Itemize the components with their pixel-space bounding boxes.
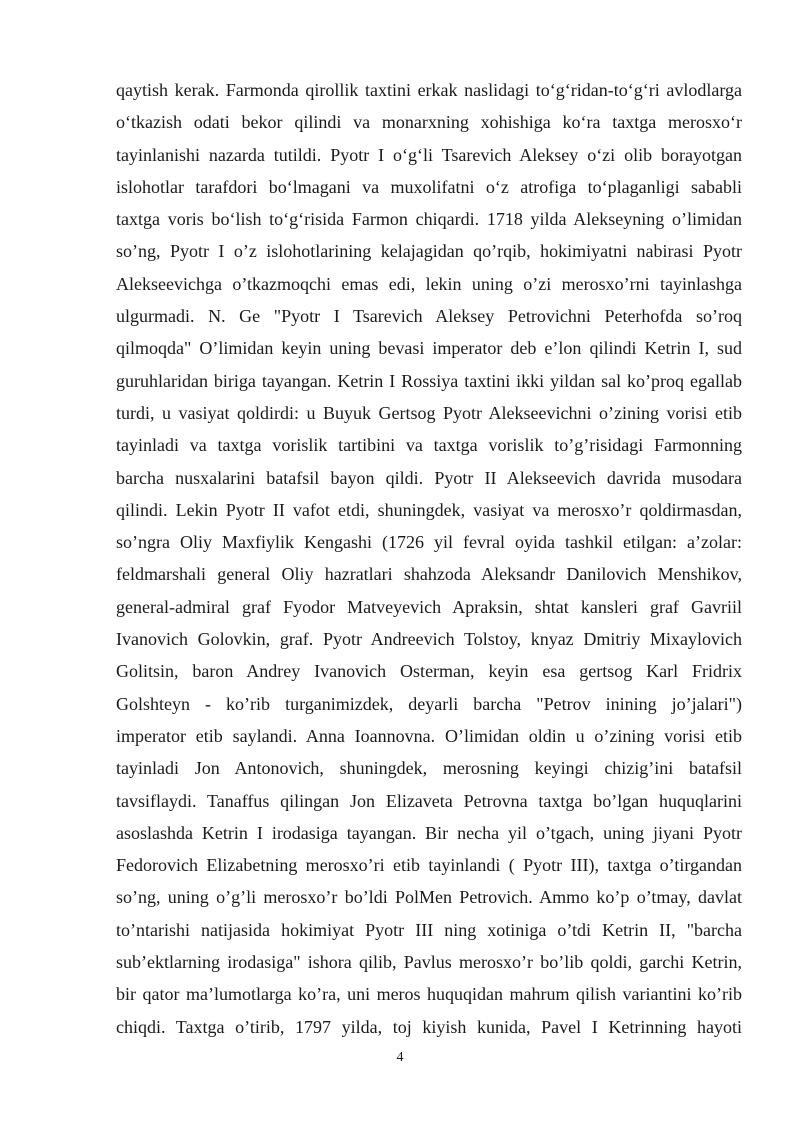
text-line: tayinlanishi nazarda tutildi. Pyotr I o‘g‘li Tsarevich Aleksey o‘zi olib borayotgan — [116, 144, 742, 165]
text-line: Alekseevichga o’tkazmoqchi emas edi, lekin uning o’zi merosxo’rni tayinlashga — [116, 273, 742, 294]
text-line: barcha nusxalarini batafsil bayon qildi. Pyotr II Alekseevich davrida musodara — [116, 467, 742, 488]
text-line: o‘tkazish odati bekor qilindi va monarxning xohishiga ko‘ra taxtga merosxo‘r — [116, 112, 742, 133]
text-line: feldmarshali general Oliy hazratlari shahzoda Aleksandr Danilovich Menshikov, — [116, 564, 742, 585]
text-line: Golitsin, baron Andrey Ivanovich Osterman, keyin esa gertsog Karl Fridrix — [116, 661, 742, 682]
text-line: guruhlaridan biriga tayangan. Ketrin I Rossiya taxtini ikki yildan sal ko’proq egallab — [116, 370, 742, 391]
text-line: qilindi. Lekin Pyotr II vafot etdi, shuningdek, vasiyat va merosxo’r qoldirmasdan, — [116, 499, 742, 520]
text-line: Golshteyn - ko’rib turganimizdek, deyarli barcha "Petrov inining jo’jalari") — [116, 693, 742, 714]
text-line: chiqdi. Taxtga o’tirib, 1797 yilda, toj kiyish kunida, Pavel I Ketrinning hayoti — [116, 1016, 742, 1037]
text-line: turdi, u vasiyat qoldirdi: u Buyuk Gertsog Pyotr Alekseevichni o’zining vorisi etib — [116, 402, 742, 423]
text-line: so’ngra Oliy Maxfiylik Kengashi (1726 yil fevral oyida tashkil etilgan: a’zolar: — [116, 532, 742, 553]
body-text — [116, 74, 742, 1043]
text-line: asoslashda Ketrin I irodasiga tayangan. Bir necha yil o’tgach, uning jiyani Pyotr — [116, 822, 742, 843]
text-line: tavsiflaydi. Tanaffus qilingan Jon Elizaveta Petrovna taxtga bo’lgan huquqlarini — [116, 790, 742, 811]
text-line: Ivanovich Golovkin, graf. Pyotr Andreevich Tolstoy, knyaz Dmitriy Mixaylovich — [116, 629, 742, 650]
text-line: Fedorovich Elizabetning merosxo’ri etib tayinlandi ( Pyotr III), taxtga o’tirgandan — [116, 855, 742, 876]
text-line: imperator etib saylandi. Anna Ioannovna. O’limidan oldin u o’zining vorisi etib — [116, 725, 742, 746]
text-line: taxtga voris bo‘lish to‘g‘risida Farmon chiqardi. 1718 yilda Alekseyning o’limidan — [116, 209, 742, 230]
text-line: general-admiral graf Fyodor Matveyevich Apraksin, shtat kansleri graf Gavriil — [116, 596, 742, 617]
text-line: islohotlar tarafdori bo‘lmagani va muxolifatni o‘z atrofiga to‘plaganligi sababli — [116, 176, 742, 197]
text-line: ulgurmadi. N. Ge "Pyotr I Tsarevich Aleksey Petrovichni Peterhofda so’roq — [116, 306, 742, 327]
page-number: 4 — [396, 1050, 404, 1065]
text-line: so’ng, uning o’g’li merosxo’r bo’ldi PolMen Petrovich. Ammo ko’p o’tmay, davlat — [116, 887, 742, 908]
text-line: so’ng, Pyotr I o’z islohotlarining kelajagidan qo’rqib, hokimiyatni nabirasi Pyotr — [116, 241, 742, 262]
text-line: to’ntarishi natijasida hokimiyat Pyotr III ning xotiniga o’tdi Ketrin II, "barcha — [116, 919, 742, 940]
text-line: bir qator ma’lumotlarga ko’ra, uni meros huquqidan mahrum qilish variantini ko’rib — [116, 984, 742, 1005]
text-line: qilmoqda" O’limidan keyin uning bevasi imperator deb e’lon qilindi Ketrin I, sud — [116, 338, 742, 359]
text-line: tayinladi va taxtga vorislik tartibini va taxtga vorislik to’g’risidagi Farmonning — [116, 435, 742, 456]
text-line: sub’ektlarning irodasiga" ishora qilib, Pavlus merosxo’r bo’lib qoldi, garchi Ketrin, — [116, 952, 742, 973]
text-line: tayinladi Jon Antonovich, shuningdek, merosning keyingi chizig’ini batafsil — [116, 758, 742, 779]
text-line: qaytish kerak. Farmonda qirollik taxtini erkak naslidagi to‘g‘ridan-to‘g‘ri avlodlarga — [116, 80, 742, 100]
